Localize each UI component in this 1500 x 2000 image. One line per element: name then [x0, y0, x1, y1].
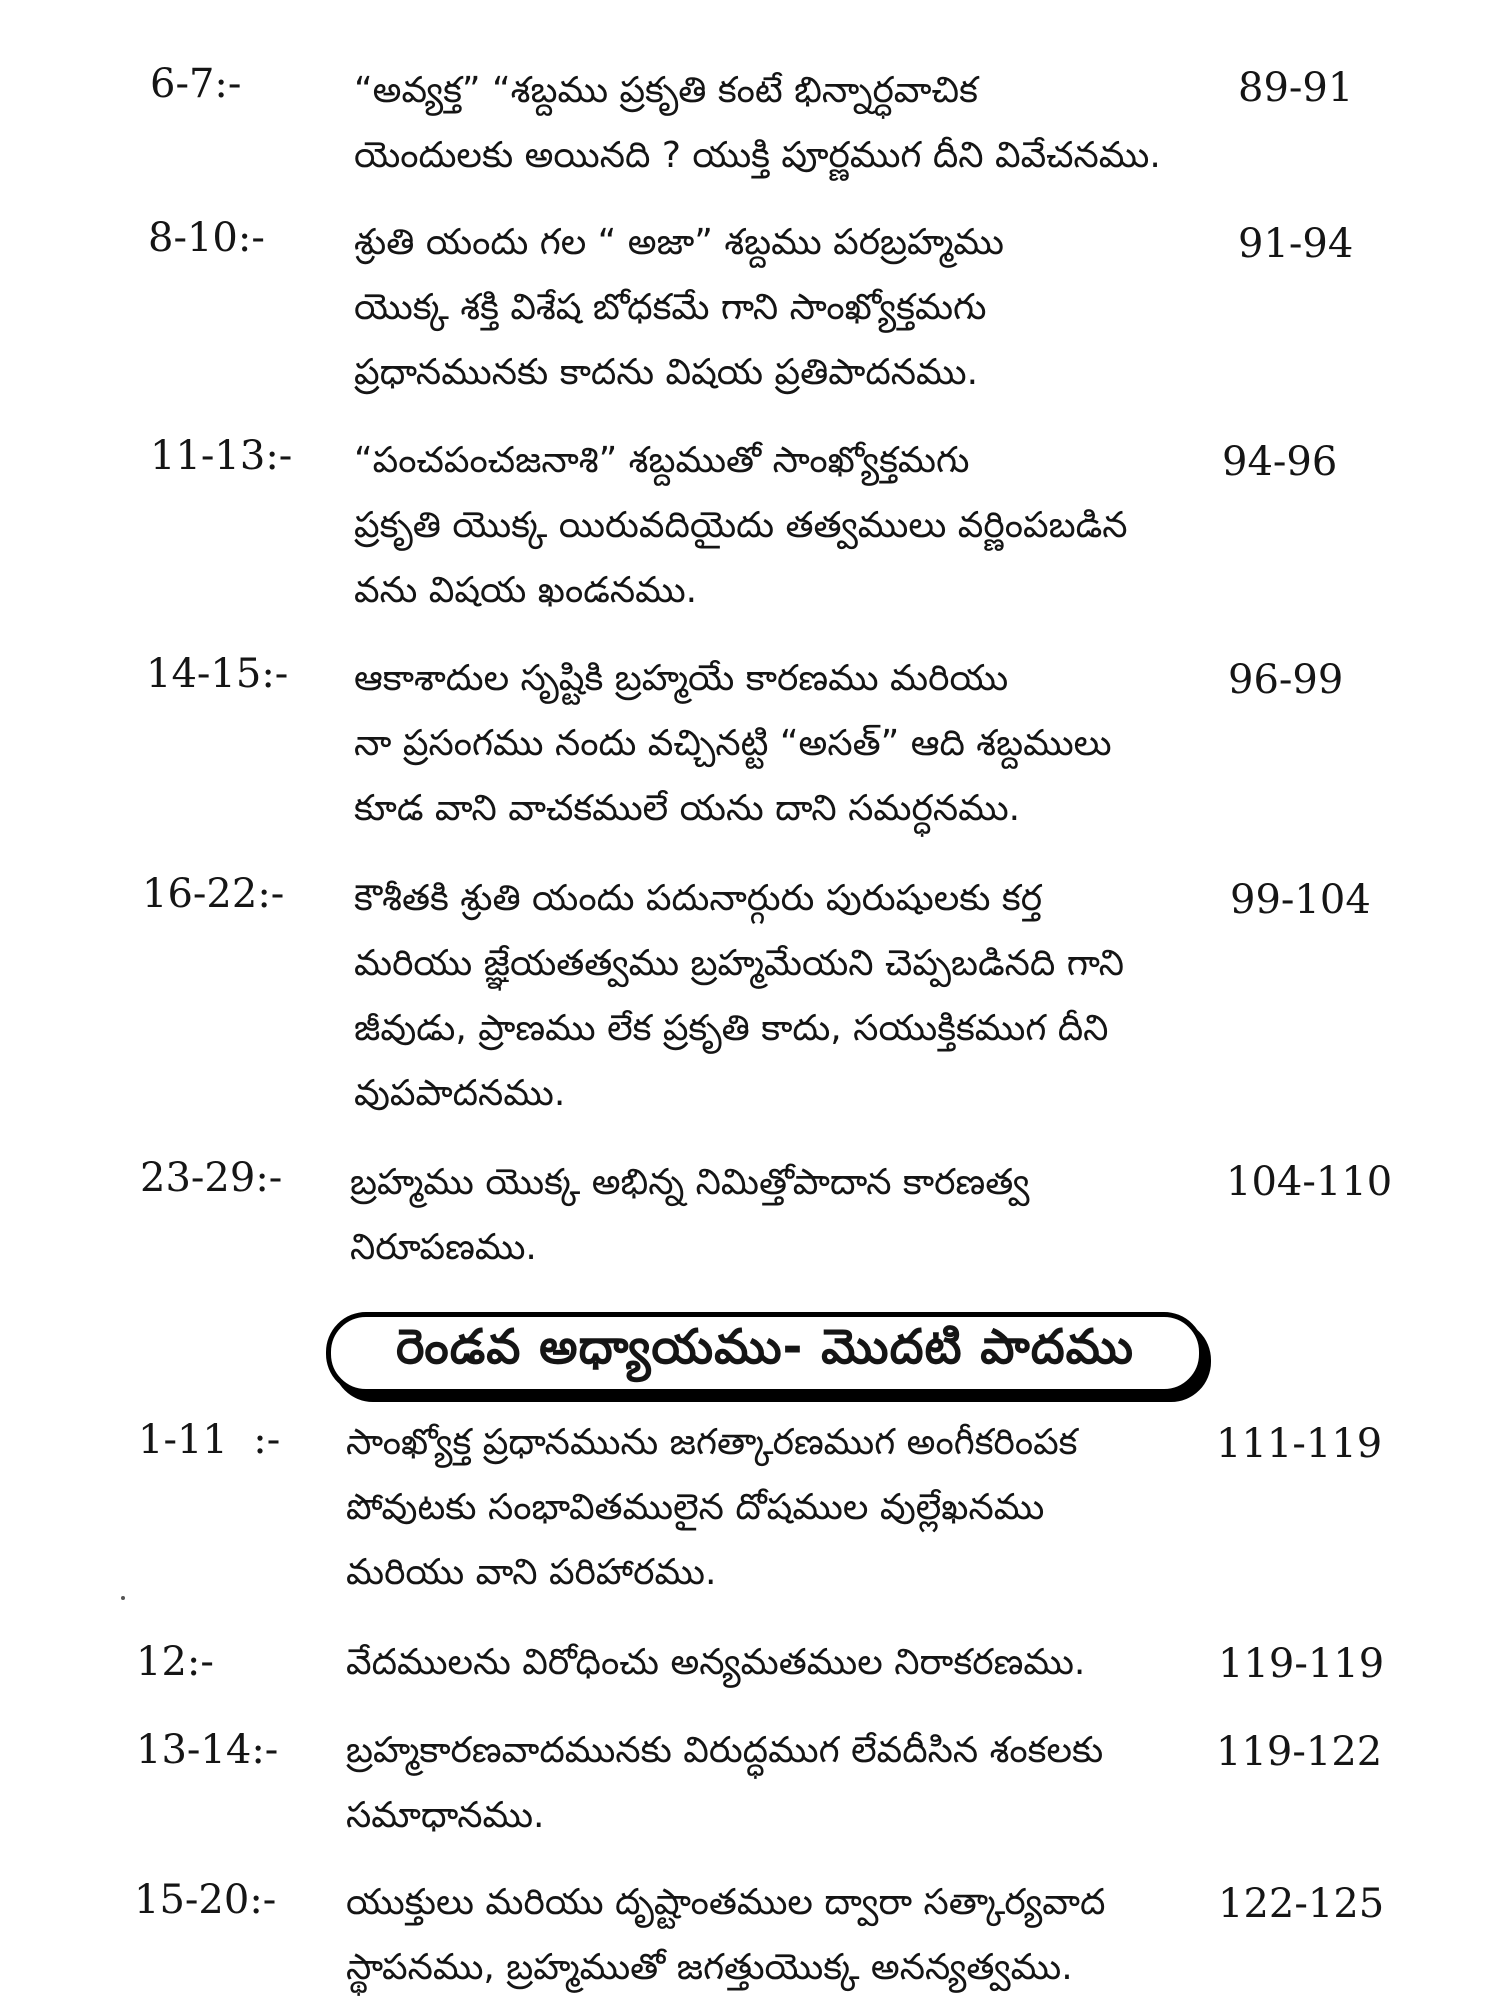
page-range: 122-125 — [1218, 1881, 1385, 1927]
description-line: వేదములను విరోధించు అన్యమతముల నిరాకరణము. — [346, 1642, 1086, 1683]
description-line: వుపపాదనము. — [354, 1073, 566, 1114]
sutra-range: 11-13:- — [150, 433, 293, 479]
entry-description — [354, 428, 1127, 623]
description-line: యుక్తులు మరియు దృష్టాంతముల ద్వారా సత్కార్యవాద — [346, 1882, 1106, 1923]
description-line: ప్రధానమునకు కాదను విషయ ప్రతిపాదనము. — [354, 352, 979, 393]
description-line: నిరూపణము. — [350, 1227, 537, 1268]
description-line: సాంఖ్యోక్త ప్రధానమును జగత్కారణముగ అంగీకరింపక — [346, 1422, 1078, 1463]
page-range: 89-91 — [1238, 65, 1354, 111]
description-line: శ్రుతి యందు గల “ అజా” శబ్దము పరబ్రహ్మము — [354, 222, 1004, 263]
sutra-range: 16-22:- — [142, 871, 285, 917]
sutra-range: 13-14:- — [136, 1727, 279, 1773]
entry-description — [346, 1870, 1105, 2000]
sutra-range: 6-7:- — [150, 61, 242, 107]
page-range: 119-119 — [1218, 1641, 1385, 1687]
description-line: ప్రకృతి యొక్క యిరువదియైదు తత్వములు వర్ణింపబడిన — [354, 505, 1128, 546]
description-line: “పంచపంచజనాశి” శబ్దముతో సాంఖ్యోక్తమగు — [354, 440, 970, 481]
sutra-range: 8-10:- — [148, 215, 265, 261]
description-line: సమాధానము. — [346, 1795, 545, 1836]
page-range: 99-104 — [1230, 877, 1371, 923]
description-line: “అవ్యక్త” “శబ్దము ప్రకృతి కంటే భిన్నార్ధవాచిక — [354, 70, 978, 111]
description-line: వను విషయ ఖండనము. — [354, 570, 698, 611]
section-heading — [326, 1312, 1204, 1394]
description-line: కౌశీతకి శ్రుతి యందు పదునార్గురు పురుషులకు కర్త — [354, 878, 1043, 919]
entry-description — [346, 1410, 1077, 1605]
description-line: నా ప్రసంగము నందు వచ్చినట్టి “అసత్” ఆది శబ్దములు — [354, 723, 1112, 764]
sutra-range: 23-29:- — [140, 1155, 283, 1201]
description-line: యెందులకు అయినది ? యుక్తి పూర్ణముగ దీని వివేచనము. — [354, 135, 1161, 176]
entry-description — [346, 1630, 1085, 1695]
page-range: 96-99 — [1228, 657, 1344, 703]
description-line: పోవుటకు సంభావితములైన దోషముల వుల్లేఖనము — [346, 1487, 1045, 1528]
entry-description — [354, 58, 1161, 188]
sutra-range: 12:- — [136, 1639, 214, 1685]
description-line: ఆకాశాదుల సృష్టికి బ్రహ్మయే కారణము మరియు — [354, 658, 1009, 699]
entry-description — [350, 1150, 1030, 1280]
sutra-range: 1-11 :- — [138, 1417, 281, 1463]
entry-description — [354, 210, 1004, 405]
description-line: యొక్క శక్తి విశేష బోధకమే గాని సాంఖ్యోక్తమగు — [354, 287, 987, 328]
sutra-range: 14-15:- — [146, 651, 289, 697]
page-range: 91-94 — [1238, 221, 1354, 267]
print-speck — [121, 1596, 125, 1600]
section-heading-text: రెండవ అధ్యాయము- మొదటి పాదము — [395, 1319, 1135, 1375]
description-line: మరియు వాని పరిహారము. — [346, 1552, 717, 1593]
page-range: 104-110 — [1226, 1159, 1393, 1205]
page-range: 94-96 — [1222, 439, 1338, 485]
entry-description — [354, 646, 1112, 841]
description-line: జీవుడు, ప్రాణము లేక ప్రకృతి కాదు, సయుక్తికముగ దీని — [354, 1008, 1109, 1049]
entry-description — [354, 866, 1124, 1126]
page-range: 119-122 — [1216, 1729, 1383, 1775]
description-line: బ్రహ్మము యొక్క అభిన్న నిమిత్తోపాదాన కారణత్వ — [350, 1162, 1030, 1203]
description-line: మరియు జ్ఞేయతత్వము బ్రహ్మమేయని చెప్పబడినది గాని — [354, 943, 1125, 984]
page-range: 111-119 — [1216, 1421, 1383, 1467]
description-line: కూడ వాని వాచకములే యను దాని సమర్ధనము. — [354, 788, 1021, 829]
description-line: బ్రహ్మకారణవాదమునకు విరుద్ధముగ లేవదీసిన శంకలకు — [346, 1730, 1104, 1771]
description-line: స్థాపనము, బ్రహ్మముతో జగత్తుయొక్క అనన్యత్వము. — [346, 1947, 1073, 1988]
sutra-range: 15-20:- — [134, 1877, 277, 1923]
entry-description — [346, 1718, 1103, 1848]
